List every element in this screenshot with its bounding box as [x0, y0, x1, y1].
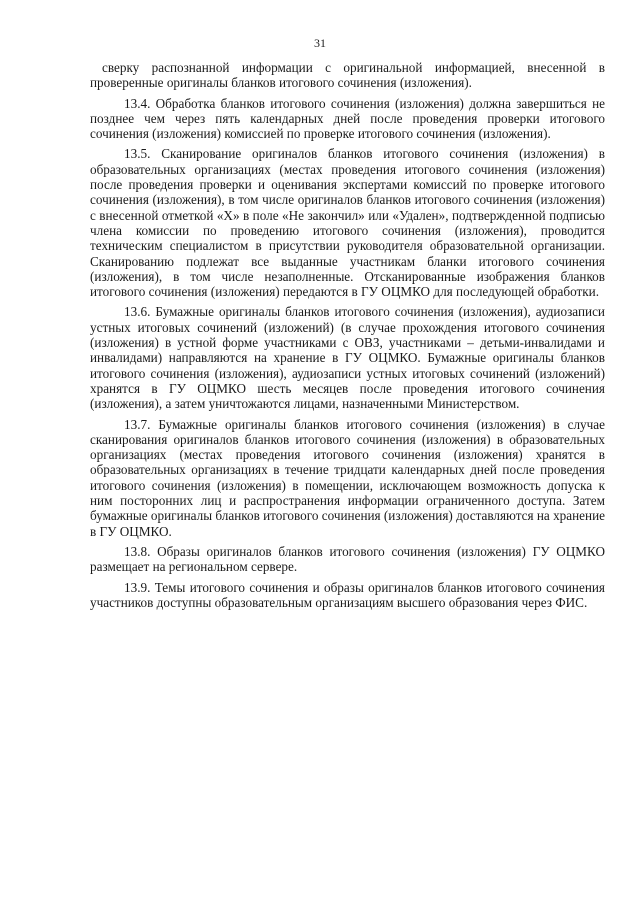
page-number: 31: [314, 36, 326, 50]
paragraph-13-7: 13.7. Бумажные оригиналы бланков итогового сочинения (изложения) в случае сканирования оригиналов бланков итогового сочинения (изложения) в образовательных организациях (местах проведения итогового сочинения (изложения) хранятся в образовательных организациях в течение тридцати календарных дней после проведения итогового сочинения (изложения) в помещении, исключающем возможность допуска к ним посторонних лиц и распространения информации ограниченного доступа. Затем бумажные оригиналы бланков итогового сочинения (изложения) доставляются на хранение в ГУ ОЦМКО.: [90, 416, 605, 539]
paragraph-13-5: 13.5. Сканирование оригиналов бланков итогового сочинения (изложения) в образовательных организациях (местах проведения итогового сочинения (изложения) после проведения проверки и оценивания экспертами комиссий по проверке итогового сочинения (изложения), в том числе оригиналов бланков итогового сочинения (изложения) с внесенной отметкой «Х» в поле «Не закончил» или «Удален», подтвержденной подписью члена комиссии по проведению итогового сочинения (изложения), проводится техническим специалистом в присутствии руководителя образовательной организации. Сканированию подлежат все выданные участникам бланки итогового сочинения (изложения), в том числе незаполненные. Отсканированные изображения бланков итогового сочинения (изложения) передаются в ГУ ОЦМКО для последующей обработки.: [90, 146, 605, 300]
paragraph-13-4: 13.4. Обработка бланков итогового сочинения (изложения) должна завершиться не позднее чем через пять календарных дней после проведения проверки итогового сочинения (изложения) комиссией по проверке итогового сочинения (изложения).: [90, 95, 605, 142]
paragraph-13-8: 13.8. Образы оригиналов бланков итогового сочинения (изложения) ГУ ОЦМКО размещает на региональном сервере.: [90, 543, 605, 575]
document-body: [90, 60, 605, 615]
paragraph-13-6: 13.6. Бумажные оригиналы бланков итогового сочинения (изложения), аудиозаписи устных итоговых сочинений (изложений) (в случае прохождения итогового сочинения (изложения) в устной форме участниками с ОВЗ, участниками – детьми-инвалидами и инвалидами) направляются на хранение в ГУ ОЦМКО. Бумажные оригиналы бланков итогового сочинения (изложения), аудиозаписи устных итоговых сочинений (изложений) хранятся в ГУ ОЦМКО шесть месяцев после проведения итогового сочинения (изложения), а затем уничтожаются лицами, назначенными Министерством.: [90, 304, 605, 412]
paragraph-13-9: 13.9. Темы итогового сочинения и образы оригиналов бланков итогового сочинения участников доступны образовательным организациям высшего образования через ФИС.: [90, 579, 605, 610]
paragraph-continuation: сверку распознанной информации с оригинальной информацией, внесенной в проверенные оригиналы бланков итогового сочинения (изложения).: [90, 60, 605, 91]
